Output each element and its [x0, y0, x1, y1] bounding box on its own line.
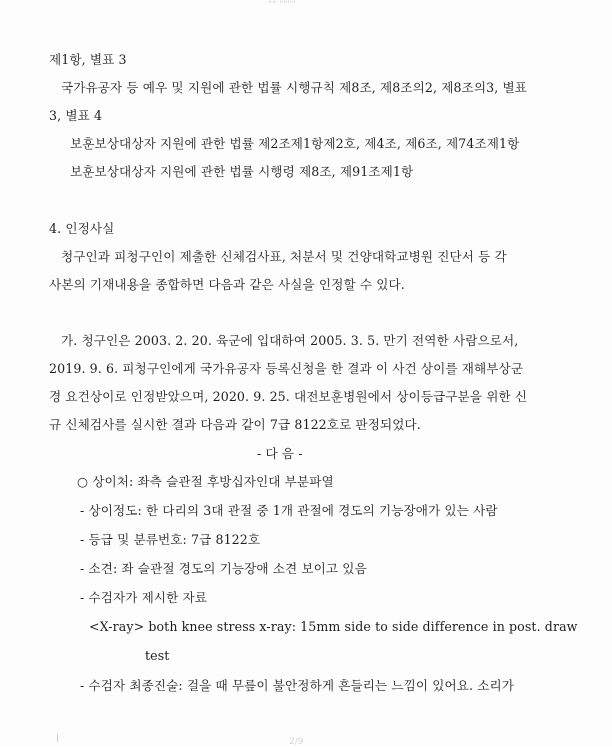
page-number: 2/9: [289, 737, 304, 747]
text-line: 국가유공자 등 예우 및 지원에 관한 법률 시행규칙 제8조, 제8조의2, 제8조의3, 별표: [61, 80, 527, 95]
list-item: - 수검자 최종진술: 걸을 때 무릎이 불안정하게 흔들리는 느낌이 있어요. 소리가: [80, 678, 515, 693]
text-line: 2019. 9. 6. 피청구인에게 국가유공자 등록신청을 한 결과 이 사건 상이를 재해부상군: [49, 361, 524, 376]
text-line: 보훈보상대상자 지원에 관한 법률 시행령 제8조, 제91조제1항: [70, 164, 414, 179]
list-item: - 소견: 좌 슬관절 경도의 기능장애 소견 보이고 있음: [80, 561, 367, 576]
text-line: <X-ray> both knee stress x-ray: 15mm side to side difference in post. draw: [89, 619, 578, 634]
centered-separator: - 다 음 -: [257, 446, 303, 461]
text-line: 청구인과 피청구인이 제출한 신체검사표, 처분서 및 건양대학교병원 진단서 등 각: [61, 249, 507, 264]
text-line: 사본의 기재내용을 종합하면 다음과 같은 사실을 인정할 수 있다.: [49, 277, 405, 292]
text-line: 3, 별표 4: [49, 108, 103, 123]
text-line: 제1항, 별표 3: [49, 52, 127, 67]
text-line: 가. 청구인은 2003. 2. 20. 육군에 입대하여 2005. 3. 5. 만기 전역한 사람으로서,: [61, 333, 519, 348]
section-heading: 4. 인정사실: [49, 221, 115, 236]
text-line: 경 요건상이로 인정받았으며, 2020. 9. 25. 대전보훈병원에서 상이등급구분을 위한 신: [49, 389, 528, 404]
text-line: 규 신체검사를 실시한 결과 다음과 같이 7급 8122호로 판정되었다.: [49, 417, 421, 432]
scan-margin-mark: [57, 734, 58, 742]
list-item: - 상이정도: 한 다리의 3대 관절 중 1개 관절에 경도의 기능장애가 있는 사람: [80, 503, 498, 518]
text-line: test: [145, 648, 170, 663]
text-line: 보훈보상대상자 지원에 관한 법률 제2조제1항제2호, 제4조, 제6조, 제74조제1항: [70, 136, 520, 151]
list-item: - 수검자가 제시한 자료: [80, 590, 208, 605]
list-item: - 등급 및 분류번호: 7급 8122호: [80, 532, 261, 547]
list-item: ○ 상이처: 좌측 슬관절 후방십자인대 부분파열: [77, 474, 334, 489]
scan-header-text: "" """": [268, 0, 296, 10]
